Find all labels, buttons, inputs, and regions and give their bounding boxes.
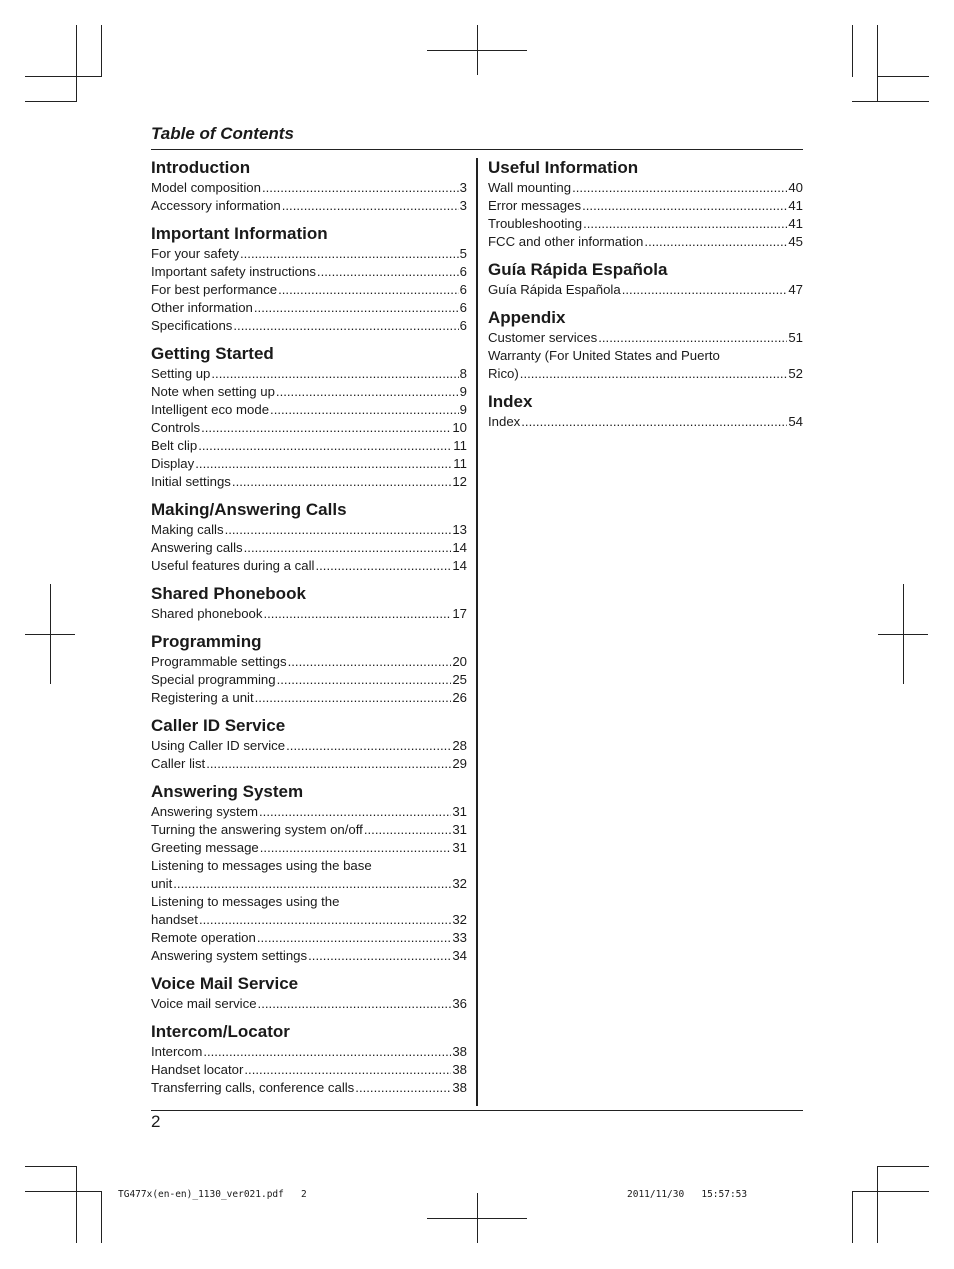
entry-page-number: 40 (788, 180, 803, 195)
toc-entry[interactable] (151, 557, 467, 575)
entry-label: Important safety instructions (151, 264, 316, 279)
entry-page-number: 31 (452, 804, 467, 819)
toc-section (151, 1021, 467, 1097)
dot-leader (260, 839, 452, 857)
entry-label: Remote operation (151, 930, 256, 945)
section-title: Answering System (151, 782, 304, 801)
dot-leader (232, 473, 451, 491)
entry-label: Error messages (488, 198, 582, 213)
toc-entry[interactable] (151, 245, 467, 263)
entry-page-number: 38 (452, 1044, 467, 1059)
dot-leader (258, 995, 452, 1013)
entry-label: Guía Rápida Española (488, 282, 621, 297)
entry-label: Making calls (151, 522, 224, 537)
entry-page-number: 13 (452, 522, 467, 537)
entry-label-line1: Warranty (For United States and Puerto (488, 348, 720, 363)
dot-leader (240, 245, 459, 263)
dot-leader (255, 689, 452, 707)
dot-leader (282, 197, 459, 215)
dot-leader (199, 911, 451, 929)
entry-page-number: 8 (459, 366, 467, 381)
toc-entry[interactable] (488, 281, 803, 299)
page-number: 2 (151, 1112, 161, 1131)
entry-label: Intelligent eco mode (151, 402, 270, 417)
toc-entry[interactable] (151, 365, 467, 383)
dot-leader (521, 413, 787, 431)
entry-page-number: 17 (452, 606, 467, 621)
footer-file-info: TG477x(en-en)_1130_ver021.pdf 2 (118, 1189, 307, 1200)
dot-leader (520, 365, 788, 383)
entry-page-number: 38 (452, 1080, 467, 1095)
toc-entry[interactable] (151, 455, 467, 473)
toc-entry[interactable] (151, 263, 467, 281)
toc-entry[interactable] (151, 653, 467, 671)
entry-page-number: 36 (452, 996, 467, 1011)
dot-leader (277, 671, 452, 689)
entry-page-number: 6 (459, 300, 467, 315)
toc-entry-line2 (151, 911, 467, 929)
entry-page-number: 10 (452, 420, 467, 435)
dot-leader (254, 299, 459, 317)
dot-leader (244, 1061, 451, 1079)
section-title: Intercom/Locator (151, 1022, 290, 1041)
dot-leader (206, 755, 451, 773)
entry-page-number: 33 (452, 930, 467, 945)
entry-page-number: 34 (452, 948, 467, 963)
toc-section (151, 499, 467, 575)
entry-page-number: 31 (452, 822, 467, 837)
header-rule (151, 149, 803, 150)
dot-leader (203, 1043, 451, 1061)
entry-label: Initial settings (151, 474, 231, 489)
entry-label: Belt clip (151, 438, 198, 453)
dot-leader (364, 821, 451, 839)
toc-entry[interactable] (151, 821, 467, 839)
toc-entry[interactable] (151, 1079, 467, 1097)
dot-leader (262, 179, 459, 197)
toc-section (151, 343, 467, 491)
toc-entry[interactable] (151, 521, 467, 539)
entry-label: Troubleshooting (488, 216, 583, 231)
entry-label: Rico) (488, 366, 519, 381)
page-title: Table of Contents (151, 124, 294, 143)
entry-page-number: 25 (452, 672, 467, 687)
dot-leader (317, 263, 459, 281)
toc-section (151, 157, 467, 215)
dot-leader (572, 179, 787, 197)
toc-entry[interactable] (151, 995, 467, 1013)
dot-leader (355, 1079, 451, 1097)
section-title: Making/Answering Calls (151, 500, 347, 519)
entry-label-line1: Listening to messages using the (151, 894, 340, 909)
toc-entry[interactable] (151, 473, 467, 491)
entry-page-number: 12 (452, 474, 467, 489)
entry-label: Controls (151, 420, 201, 435)
toc-section (151, 973, 467, 1013)
entry-page-number: 41 (788, 216, 803, 231)
entry-label: Special programming (151, 672, 276, 687)
dot-leader (198, 437, 452, 455)
toc-entry[interactable] (151, 1061, 467, 1079)
section-title: Useful Information (488, 158, 639, 177)
section-title: Programming (151, 632, 262, 651)
entry-label: Display (151, 456, 195, 471)
entry-page-number: 26 (452, 690, 467, 705)
section-title: Caller ID Service (151, 716, 286, 735)
dot-leader (582, 197, 787, 215)
entry-page-number: 32 (452, 912, 467, 927)
entry-page-number: 6 (459, 318, 467, 333)
toc-entry[interactable] (488, 215, 803, 233)
entry-label: Greeting message (151, 840, 259, 855)
entry-page-number: 6 (459, 264, 467, 279)
dot-leader (244, 539, 452, 557)
dot-leader (211, 365, 458, 383)
dot-leader (583, 215, 787, 233)
entry-label: Index (488, 414, 521, 429)
entry-label: Registering a unit (151, 690, 254, 705)
toc-entry[interactable] (488, 347, 803, 383)
toc-entry[interactable] (151, 755, 467, 773)
toc-entry[interactable] (151, 689, 467, 707)
entry-page-number: 38 (452, 1062, 467, 1077)
entry-label: Voice mail service (151, 996, 257, 1011)
entry-label: For your safety (151, 246, 239, 261)
entry-label: Useful features during a call (151, 558, 315, 573)
toc-section (151, 223, 467, 335)
toc-entry[interactable] (488, 233, 803, 251)
entry-label: Handset locator (151, 1062, 244, 1077)
toc-entry[interactable] (488, 179, 803, 197)
footer-rule (151, 1110, 803, 1111)
dot-leader (288, 653, 452, 671)
entry-label: Model composition (151, 180, 261, 195)
section-title: Voice Mail Service (151, 974, 299, 993)
entry-label: Wall mounting (488, 180, 572, 195)
entry-label: Answering system (151, 804, 259, 819)
entry-page-number: 47 (788, 282, 803, 297)
dot-leader (286, 737, 451, 755)
entry-label: FCC and other information (488, 234, 644, 249)
entry-page-number: 52 (788, 366, 803, 381)
toc-entry[interactable] (488, 197, 803, 215)
toc-section (488, 391, 803, 431)
toc-right-column (488, 157, 803, 439)
toc-entry[interactable] (151, 317, 467, 335)
dot-leader (315, 557, 451, 575)
entry-label: Programmable settings (151, 654, 287, 669)
toc-entry[interactable] (151, 419, 467, 437)
toc-entry[interactable] (151, 803, 467, 821)
dot-leader (195, 455, 452, 473)
toc-left-column (151, 157, 467, 1105)
dot-leader (225, 521, 452, 539)
entry-page-number: 9 (459, 402, 467, 417)
toc-entry[interactable] (151, 179, 467, 197)
dot-leader (308, 947, 451, 965)
dot-leader (622, 281, 788, 299)
dot-leader (201, 419, 451, 437)
entry-page-number: 45 (788, 234, 803, 249)
entry-page-number: 6 (459, 282, 467, 297)
toc-section (151, 781, 467, 965)
entry-page-number: 11 (453, 456, 467, 471)
dot-leader (270, 401, 459, 419)
entry-label: Answering system settings (151, 948, 308, 963)
toc-entry[interactable] (151, 437, 467, 455)
entry-label: Caller list (151, 756, 206, 771)
toc-entry[interactable] (151, 929, 467, 947)
toc-section (488, 157, 803, 251)
entry-label: Other information (151, 300, 253, 315)
dot-leader (278, 281, 459, 299)
section-title: Appendix (488, 308, 566, 327)
entry-label: handset (151, 912, 198, 927)
entry-label-line1: Listening to messages using the base (151, 858, 372, 873)
toc-entry[interactable] (151, 893, 467, 929)
toc-entry[interactable] (151, 1043, 467, 1061)
column-divider (476, 158, 478, 1106)
entry-page-number: 20 (452, 654, 467, 669)
entry-label: Customer services (488, 330, 598, 345)
section-title: Introduction (151, 158, 251, 177)
entry-page-number: 29 (452, 756, 467, 771)
entry-label: Answering calls (151, 540, 243, 555)
entry-label: For best performance (151, 282, 278, 297)
entry-label: Setting up (151, 366, 211, 381)
toc-entry[interactable] (151, 857, 467, 893)
toc-entry[interactable] (151, 281, 467, 299)
section-title: Guía Rápida Española (488, 260, 668, 279)
dot-leader (598, 329, 787, 347)
toc-section (151, 715, 467, 773)
dot-leader (257, 929, 451, 947)
entry-label: Intercom (151, 1044, 203, 1059)
entry-page-number: 54 (788, 414, 803, 429)
entry-page-number: 51 (788, 330, 803, 345)
entry-page-number: 41 (788, 198, 803, 213)
entry-label: Transferring calls, conference calls (151, 1080, 355, 1095)
toc-section (488, 259, 803, 299)
toc-entry[interactable] (151, 299, 467, 317)
entry-label: Note when setting up (151, 384, 275, 399)
dot-leader (233, 317, 458, 335)
section-title: Getting Started (151, 344, 274, 363)
toc-entry[interactable] (151, 401, 467, 419)
footer-timestamp: 2011/11/30 15:57:53 (627, 1189, 748, 1200)
entry-label: Turning the answering system on/off (151, 822, 363, 837)
toc-section (488, 307, 803, 383)
entry-label: unit (151, 876, 173, 891)
toc-entry-line2 (488, 365, 803, 383)
toc-entry[interactable] (151, 605, 467, 623)
entry-page-number: 5 (459, 246, 467, 261)
entry-page-number: 11 (453, 438, 467, 453)
toc-entry-line2 (151, 875, 467, 893)
section-title: Shared Phonebook (151, 584, 306, 603)
entry-page-number: 3 (459, 198, 467, 213)
entry-page-number: 9 (459, 384, 467, 399)
toc-entry[interactable] (151, 383, 467, 401)
dot-leader (259, 803, 451, 821)
entry-page-number: 14 (452, 558, 467, 573)
entry-page-number: 31 (452, 840, 467, 855)
toc-section (151, 631, 467, 707)
toc-entry[interactable] (488, 413, 803, 431)
entry-page-number: 14 (452, 540, 467, 555)
toc-entry[interactable] (151, 947, 467, 965)
toc-entry[interactable] (151, 839, 467, 857)
entry-page-number: 28 (452, 738, 467, 753)
dot-leader (644, 233, 787, 251)
dot-leader (276, 383, 459, 401)
entry-label: Using Caller ID service (151, 738, 286, 753)
toc-section (151, 583, 467, 623)
toc-entry[interactable] (488, 329, 803, 347)
section-title: Index (488, 392, 533, 411)
entry-label: Accessory information (151, 198, 281, 213)
dot-leader (173, 875, 451, 893)
dot-leader (263, 605, 451, 623)
entry-label: Shared phonebook (151, 606, 263, 621)
toc-entry[interactable] (151, 671, 467, 689)
entry-page-number: 3 (459, 180, 467, 195)
toc-entry[interactable] (151, 197, 467, 215)
toc-entry[interactable] (151, 737, 467, 755)
section-title: Important Information (151, 224, 328, 243)
toc-entry[interactable] (151, 539, 467, 557)
entry-label: Specifications (151, 318, 233, 333)
entry-page-number: 32 (452, 876, 467, 891)
